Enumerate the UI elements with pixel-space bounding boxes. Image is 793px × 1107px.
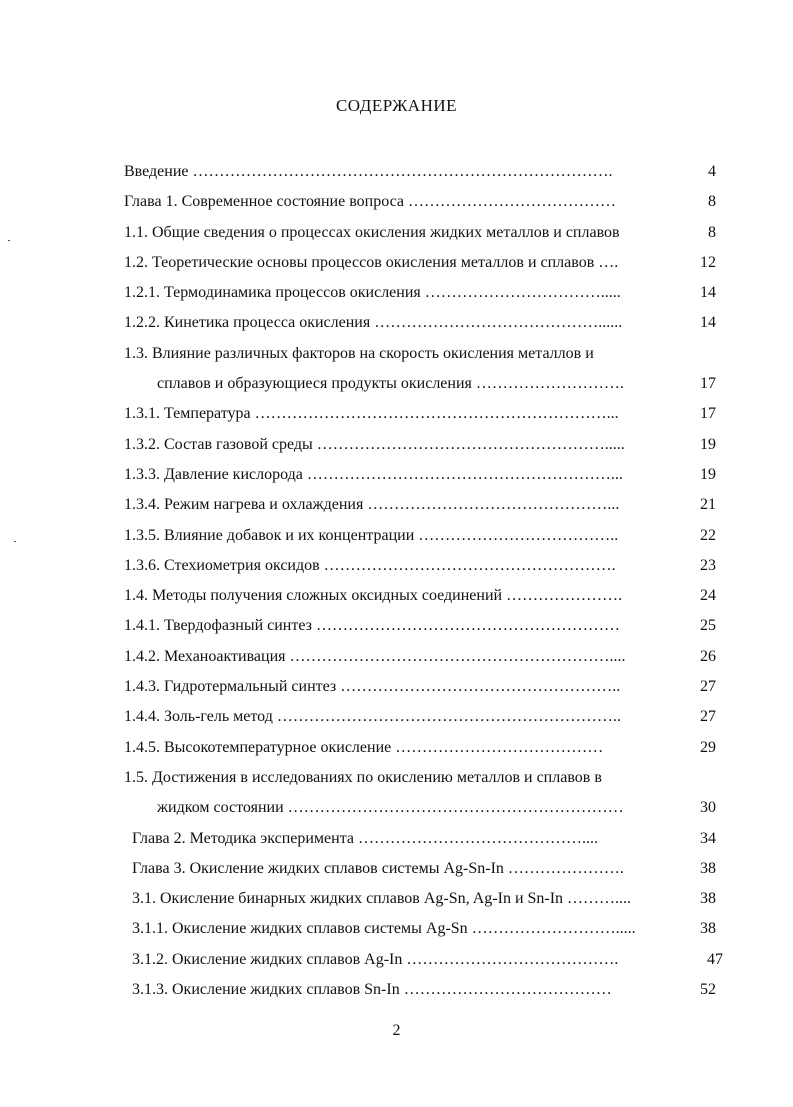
toc-entry-text: 1.4.3. Гидротермальный синтез …………………………………………….. — [124, 678, 621, 696]
toc-entry-page: 8 — [708, 223, 716, 241]
toc-entry-text: 1.4.2. Механоактивация …………………………………………………….... — [124, 647, 626, 665]
toc-entry-text: Глава 1. Современное состояние вопроса ………………………………… — [124, 193, 617, 211]
toc-entry — [0, 399, 793, 429]
toc-entry-text: 1.3.6. Стехиометрия оксидов ………………………………………………. — [124, 556, 616, 574]
toc-entry — [0, 642, 793, 672]
toc-entry-page: 29 — [700, 738, 716, 756]
toc-entry-text: 1.3.3. Давление кислорода …………………………………………………... — [124, 465, 623, 483]
toc-entry-text: 3.1.3. Окисление жидких сплавов Sn-In ………………………………… — [132, 981, 612, 999]
toc-entry-text: 3.1.1. Окисление жидких сплавов системы Ag-Sn ………………………..... — [132, 920, 636, 938]
toc-entry — [0, 763, 793, 793]
toc-entry-text: 1.4.5. Высокотемпературное окисление ………………………………… — [124, 738, 604, 756]
toc-entry — [0, 490, 793, 520]
toc-entry-text: 1.3.5. Влияние добавок и их концентрации ……………………………….. — [124, 526, 619, 544]
toc-entry — [0, 975, 793, 1005]
page-number: 2 — [392, 1022, 401, 1039]
toc-entry-text: 1.2.2. Кинетика процесса окисления ……………………………………...... — [124, 314, 623, 332]
toc-entry-page: 24 — [700, 587, 716, 605]
toc-entry-page: 19 — [700, 465, 716, 483]
table-of-contents — [0, 157, 793, 1005]
toc-entry-page: 25 — [700, 617, 716, 635]
toc-entry — [0, 884, 793, 914]
toc-entry-text: жидком состоянии ……………………………………………………… — [157, 799, 624, 817]
toc-entry-page: 23 — [700, 556, 716, 574]
toc-entry-page: 14 — [700, 284, 716, 302]
toc-title: СОДЕРЖАНИЕ — [335, 96, 458, 115]
toc-entry-page: 26 — [700, 647, 716, 665]
toc-entry — [0, 521, 793, 551]
toc-entry-page: 17 — [700, 375, 716, 393]
toc-entry-page: 30 — [700, 799, 716, 817]
toc-entry-text: 1.3.1. Температура …………………………………………………………... — [124, 405, 619, 423]
toc-entry-text: Глава 2. Методика эксперимента …………………………………….... — [132, 829, 598, 847]
toc-entry-text: 1.1. Общие сведения о процессах окисления жидких металлов и сплавов — [124, 223, 620, 241]
toc-entry — [0, 581, 793, 611]
toc-entry-page: 38 — [700, 890, 716, 908]
toc-entry — [0, 460, 793, 490]
toc-entry — [0, 218, 793, 248]
toc-entry-text: 1.2. Теоретические основы процессов окисления металлов и сплавов …. — [124, 253, 619, 271]
toc-entry-page: 14 — [700, 314, 716, 332]
toc-entry — [0, 672, 793, 702]
toc-entry — [0, 945, 793, 975]
toc-entry-page: 4 — [708, 163, 716, 180]
toc-entry — [0, 793, 793, 823]
toc-entry — [0, 824, 793, 854]
toc-entry-text: 3.1.2. Окисление жидких сплавов Ag-In …………………………………. — [132, 950, 619, 968]
toc-entry-text: 1.4.1. Твердофазный синтез ………………………………………………… — [124, 617, 620, 635]
toc-entry — [0, 914, 793, 944]
toc-entry — [0, 248, 793, 278]
toc-entry-text: 1.3.2. Состав газовой среды ………………………………………………..... — [124, 435, 625, 453]
toc-entry-page: 38 — [700, 859, 716, 877]
toc-entry — [0, 854, 793, 884]
toc-entry-page: 47 — [707, 950, 723, 968]
toc-entry — [0, 733, 793, 763]
toc-entry-page: 8 — [708, 193, 716, 211]
toc-entry-text: 1.5. Достижения в исследованиях по окислению металлов и сплавов в — [124, 768, 602, 786]
toc-entry — [0, 157, 793, 187]
toc-entry — [0, 611, 793, 641]
toc-entry-text: Введение ……………………………………………………………………. — [124, 163, 613, 180]
toc-entry — [0, 551, 793, 581]
toc-entry-page: 12 — [700, 253, 716, 271]
toc-entry-page: 27 — [700, 678, 716, 696]
toc-entry — [0, 339, 793, 369]
toc-entry-page: 19 — [700, 435, 716, 453]
toc-entry-page: 22 — [700, 526, 716, 544]
toc-entry-page: 27 — [700, 708, 716, 726]
toc-entry-page: 17 — [700, 405, 716, 423]
toc-entry-text: 1.3. Влияние различных факторов на скорость окисления металлов и — [124, 344, 594, 362]
toc-entry-page: 52 — [700, 981, 716, 999]
toc-entry-text: сплавов и образующиеся продукты окисления ………………………. — [157, 375, 624, 393]
toc-entry-page: 21 — [700, 496, 716, 514]
toc-entry — [0, 187, 793, 217]
toc-entry-text: 1.2.1. Термодинамика процессов окисления ……………………………..... — [124, 284, 621, 302]
toc-entry — [0, 430, 793, 460]
toc-entry-page: 34 — [700, 829, 716, 847]
toc-entry-text: 1.4. Методы получения сложных оксидных соединений …………………. — [124, 587, 623, 605]
toc-entry — [0, 369, 793, 399]
toc-entry-page: 38 — [700, 920, 716, 938]
toc-entry — [0, 308, 793, 338]
toc-entry-text: 3.1. Окисление бинарных жидких сплавов Ag-Sn, Ag-In и Sn-In ……….... — [132, 890, 632, 908]
toc-entry-text: 1.4.4. Золь-гель метод ……………………………………………………….. — [124, 708, 621, 726]
toc-entry — [0, 702, 793, 732]
toc-entry — [0, 278, 793, 308]
toc-entry-text: 1.3.4. Режим нагрева и охлаждения ………………………………………... — [124, 496, 620, 514]
toc-entry-text: Глава 3. Окисление жидких сплавов системы Ag-Sn-In …………………. — [132, 859, 624, 877]
